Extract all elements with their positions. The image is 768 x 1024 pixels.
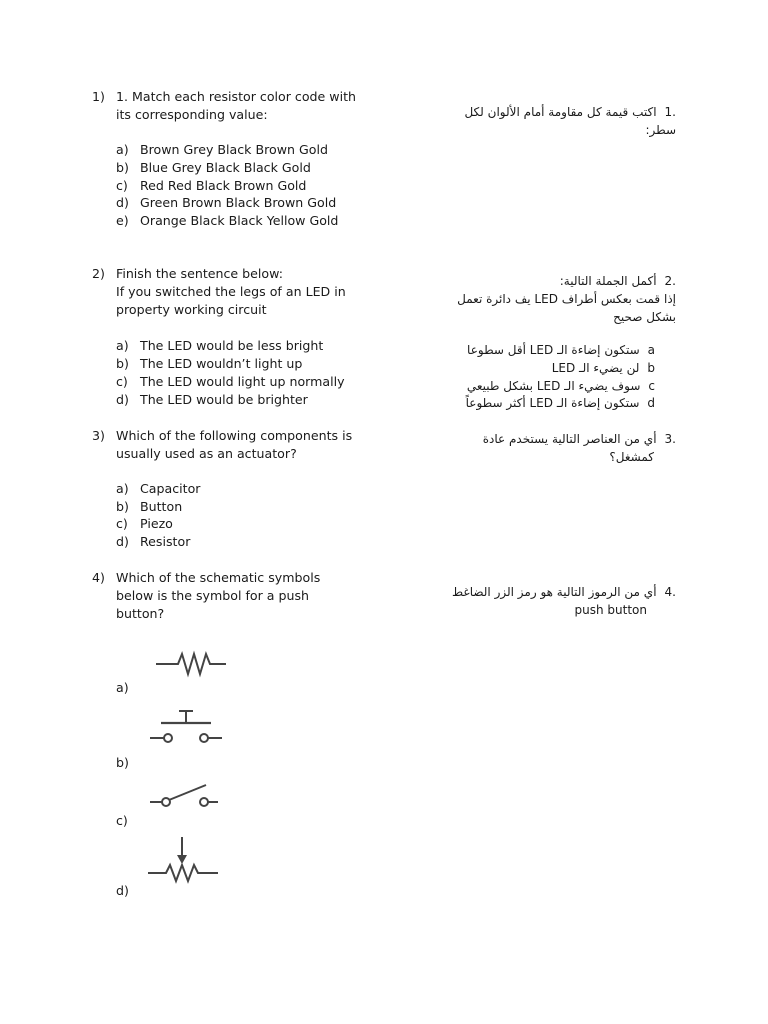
arabic-text-line: أي من العناصر التالية يستخدم عادة	[482, 432, 657, 446]
option-b	[116, 159, 311, 177]
arabic-text-line: سطر:	[645, 122, 676, 137]
option-text: Brown Grey Black Brown Gold	[140, 142, 328, 157]
arabic-question-number: .3	[664, 432, 676, 446]
arabic-option-text: سوف يضيء الـ LED بشكل طبيعي	[466, 378, 641, 393]
arabic-question-text	[376, 273, 676, 326]
option-letter: d)	[116, 534, 129, 549]
question-text-line: below is the symbol for a push	[116, 587, 310, 603]
option-letter: a)	[116, 142, 129, 157]
option-a	[116, 141, 328, 159]
option-text: The LED would be brighter	[140, 392, 308, 407]
arabic-question-number: .1	[664, 105, 676, 119]
question-number: 1)	[92, 89, 105, 104]
option-letter: b)	[116, 160, 129, 175]
question-text	[116, 569, 320, 622]
question-text	[116, 427, 352, 463]
option-text: Green Brown Black Brown Gold	[140, 195, 337, 210]
arabic-option-letter: c	[648, 378, 655, 393]
option-c	[116, 177, 306, 195]
question-text-line: property working circuit	[116, 301, 267, 317]
arabic-option-letter: a	[647, 343, 655, 357]
option-d	[116, 391, 308, 409]
question-text-line: 1. Match each resistor color code with	[116, 89, 357, 104]
option-c	[116, 373, 345, 391]
option-a	[116, 337, 323, 355]
arabic-option-letter: d	[647, 396, 655, 411]
option-d	[116, 533, 190, 551]
option-letter: c)	[116, 516, 128, 531]
arabic-question-text	[376, 104, 676, 140]
option-text: Button	[140, 499, 183, 514]
question-number: 4)	[92, 570, 105, 585]
option-text: The LED would be less bright	[140, 338, 324, 353]
option-c: c)	[116, 813, 128, 828]
option-text: Capacitor	[140, 481, 201, 496]
option-text: Blue Grey Black Black Gold	[140, 160, 311, 175]
option-e	[116, 212, 338, 230]
question-text-line: its corresponding value:	[116, 106, 268, 122]
option-b: b)	[116, 755, 129, 770]
option-letter: c)	[116, 178, 128, 193]
question-text-line: Which of the schematic symbols	[116, 570, 321, 585]
option-text: The LED wouldn’t light up	[140, 356, 303, 371]
option-letter: a)	[116, 338, 129, 353]
option-text: Orange Black Black Yellow Gold	[140, 213, 339, 228]
option-d	[116, 194, 336, 212]
question-number: 2)	[92, 266, 105, 281]
option-letter: d)	[116, 195, 129, 210]
push-button-symbol	[146, 706, 226, 750]
option-letter: e)	[116, 213, 129, 228]
arabic-option-text: ستكون إضاءة الـ LED أقل سطوعا	[467, 343, 640, 357]
resistor-symbol	[152, 642, 232, 688]
arabic-question-text	[356, 584, 676, 620]
question-text-line: usually used as an actuator?	[116, 445, 297, 461]
option-a	[116, 480, 200, 498]
option-b	[116, 355, 302, 373]
arabic-option-letter: b	[647, 360, 655, 375]
arabic-option-text: ستكون إضاءة الـ LED أكثر سطوعاً	[465, 396, 640, 411]
option-letter: b)	[116, 356, 129, 371]
arabic-text-line: إذا قمت بعكس أطراف LED يف دائرة تعمل	[457, 291, 676, 306]
question-text-line: If you switched the legs of an LED in	[116, 283, 346, 299]
option-text: Piezo	[140, 516, 173, 531]
arabic-question-number: .2	[664, 274, 676, 288]
option-b	[116, 498, 182, 516]
switch-symbol	[146, 778, 222, 814]
arabic-text-line: أكمل الجملة التالية:	[559, 274, 657, 288]
option-text: Resistor	[140, 534, 191, 549]
arabic-option-text: لن يضيء الـ LED	[551, 360, 640, 375]
question-text	[116, 88, 356, 124]
question-text-line: Which of the following components is	[116, 428, 353, 443]
option-text: The LED would light up normally	[140, 374, 345, 389]
option-letter: c)	[116, 374, 128, 389]
option-c	[116, 515, 173, 533]
option-letter: d)	[116, 392, 129, 407]
arabic-text-line: بشكل صحيح	[613, 309, 676, 324]
option-text: Red Red Black Brown Gold	[140, 178, 307, 193]
question-number: 3)	[92, 428, 105, 443]
arabic-question-number: .4	[664, 585, 676, 599]
potentiometer-symbol	[144, 835, 224, 885]
question-text	[116, 265, 346, 318]
arabic-options	[355, 342, 655, 413]
arabic-text-line: push button	[574, 602, 647, 617]
option-a: a)	[116, 680, 129, 695]
question-text-line: Finish the sentence below:	[116, 266, 283, 281]
arabic-text-line: اكتب قيمة كل مقاومة أمام الألوان لكل	[464, 105, 657, 119]
option-letter: b)	[116, 499, 129, 514]
question-text-line: button?	[116, 605, 165, 621]
arabic-text-line: كمشغل؟	[609, 449, 654, 464]
option-d: d)	[116, 883, 129, 898]
option-letter: a)	[116, 481, 129, 496]
arabic-question-text	[376, 431, 676, 467]
arabic-text-line: أي من الرموز التالية هو رمز الزر الضاغط	[452, 585, 657, 599]
